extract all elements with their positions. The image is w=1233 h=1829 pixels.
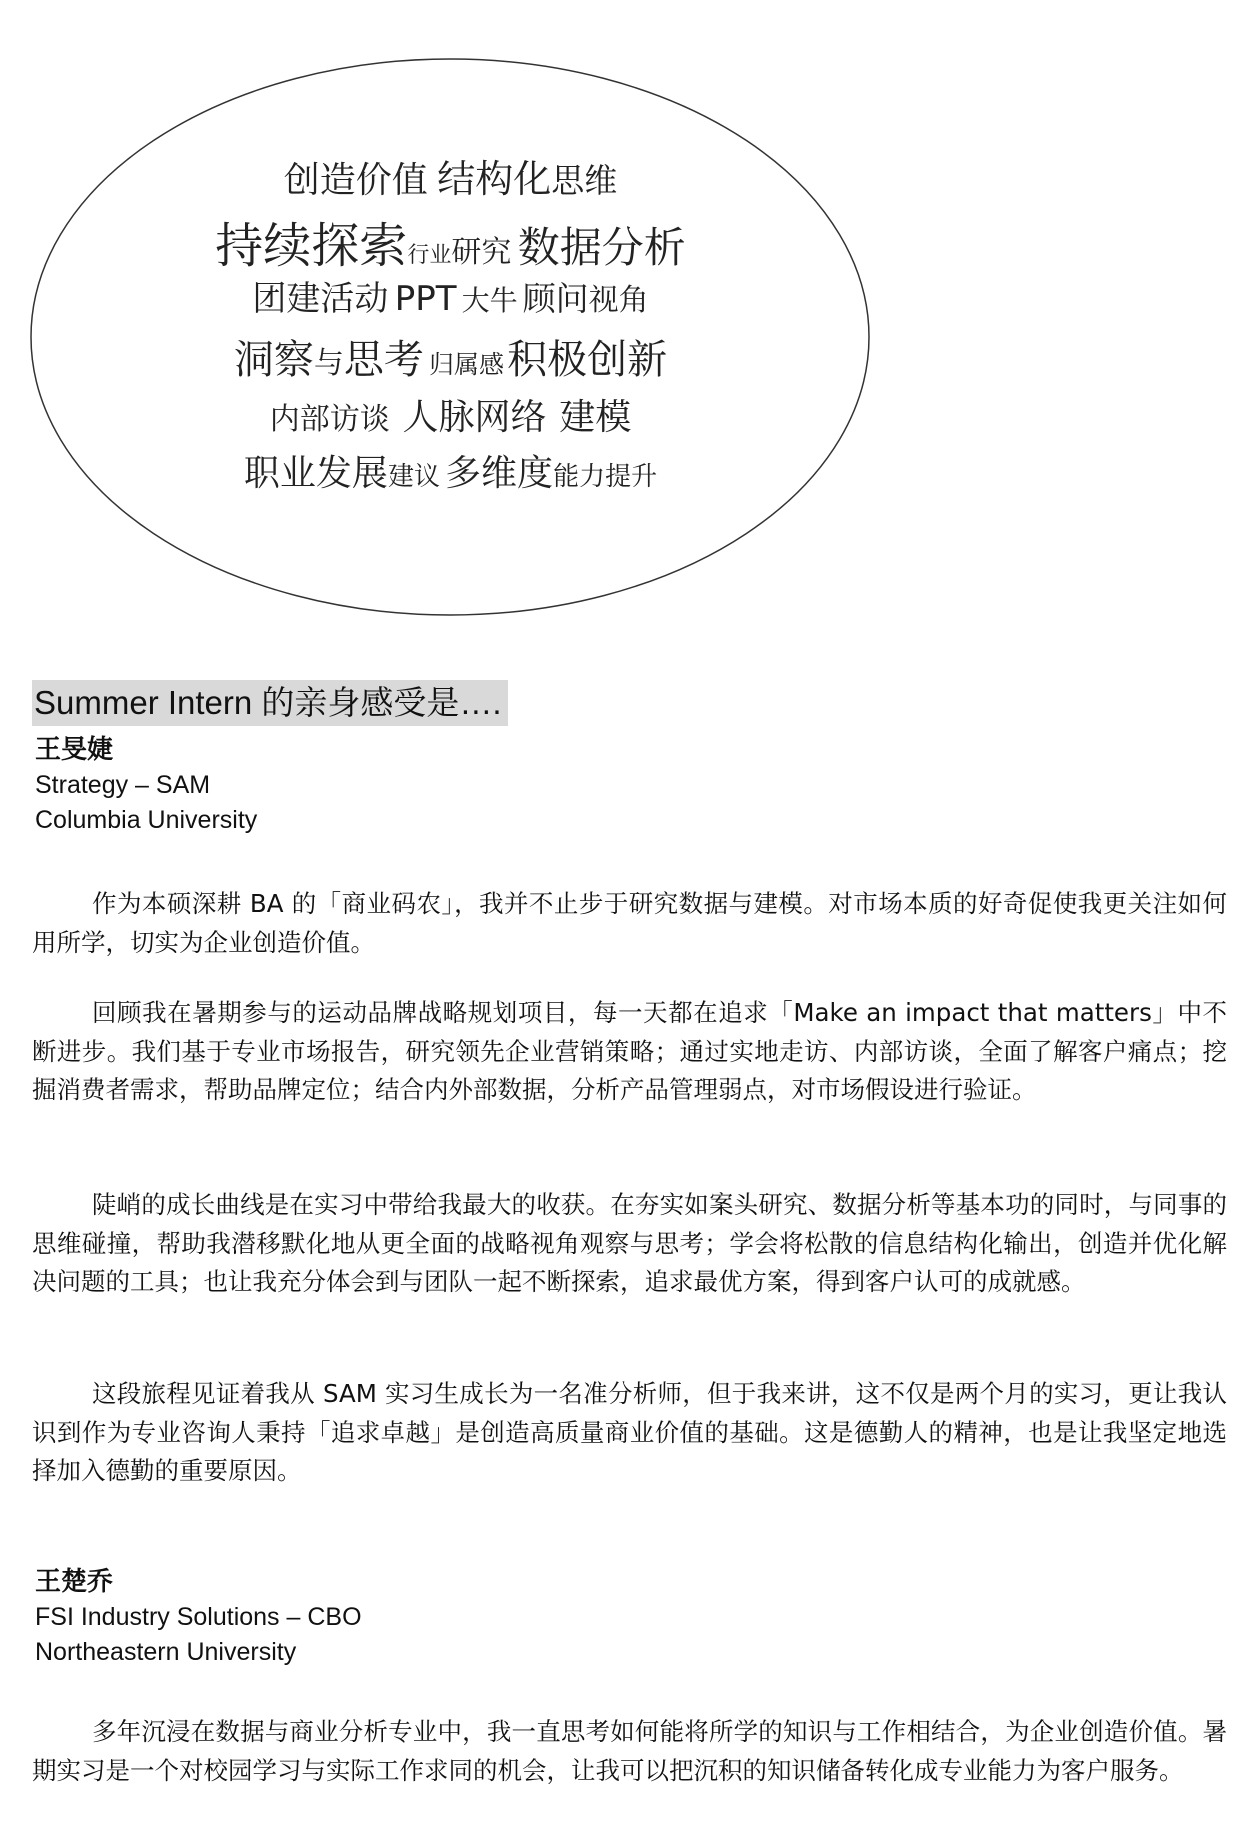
word-cloud-word: 研究 bbox=[451, 235, 512, 270]
word-cloud-word: 积极创新 bbox=[507, 337, 668, 383]
word-cloud-word: 思维 bbox=[551, 161, 618, 200]
word-cloud-word: 团建活动 bbox=[252, 279, 389, 319]
person-name: 王楚乔 bbox=[35, 1567, 114, 1597]
word-cloud-word: 与 bbox=[313, 346, 344, 381]
word-cloud-word: 行业 bbox=[407, 243, 452, 268]
word-cloud-line bbox=[28, 279, 873, 340]
person-role: FSI Industry Solutions – CBO bbox=[35, 1603, 362, 1631]
word-cloud-word: 归属感 bbox=[428, 350, 504, 379]
word-cloud-word: 顾问 bbox=[522, 279, 589, 318]
word-cloud-word: PPT bbox=[394, 279, 457, 319]
paragraph: 这段旅程见证着我从 SAM 实习生成长为一名准分析师，但于我来讲，这不仅是两个月的实习，更让我认识到作为专业咨询人秉持「追求卓越」是创造高质量商业价值的基础。这是德勤人的精神，也是让我坚定地选择加入德勤的重要原因。 bbox=[32, 1379, 1227, 1485]
word-cloud-word: 内部访谈 bbox=[269, 402, 390, 437]
word-cloud-line bbox=[28, 218, 873, 282]
section-title: Summer Intern 的亲身感受是…. bbox=[32, 680, 508, 726]
word-cloud-word: 持续探索 bbox=[215, 218, 408, 274]
word-cloud-word: 建议 bbox=[387, 462, 440, 492]
word-cloud-word: 大牛 bbox=[461, 284, 518, 317]
person-role: Strategy – SAM bbox=[35, 771, 211, 799]
word-cloud-line bbox=[28, 397, 873, 456]
word-cloud-word bbox=[390, 412, 403, 432]
word-cloud-word: 结构化 bbox=[437, 157, 552, 201]
paragraph: 多年沉浸在数据与商业分析专业中，我一直思考如何能将所学的知识与工作相结合，为企业创造价值。暑期实习是一个对校园学习与实际工作求同的机会，让我可以把沉积的知识储备转化成专业能力为客户服务。 bbox=[32, 1717, 1227, 1785]
person-name: 王旻婕 bbox=[35, 735, 114, 765]
word-cloud-word: 思考 bbox=[343, 337, 424, 383]
word-cloud-word: 建模 bbox=[559, 397, 632, 438]
paragraph: 回顾我在暑期参与的运动品牌战略规划项目，每一天都在追求「Make an impact that matters」中不断进步。我们基于专业市场报告，研究领先企业营销策略；通过实地走访、内部访谈，全面了解客户痛点；挖掘消费者需求，帮助品牌定位；结合内外部数据，分析产品管理弱点，对市场假设进行验证。 bbox=[32, 998, 1227, 1104]
word-cloud-line bbox=[28, 453, 873, 512]
person-1-header bbox=[35, 733, 257, 836]
word-cloud-word: 多维度 bbox=[445, 453, 554, 494]
word-cloud-text bbox=[28, 157, 873, 512]
paragraph: 作为本硕深耕 BA 的「商业码农」，我并不止步于研究数据与建模。对市场本质的好奇促使我更关注如何用所学，切实为企业创造价值。 bbox=[32, 889, 1227, 957]
word-cloud-line bbox=[28, 157, 873, 222]
word-cloud-word: 创造价值 bbox=[283, 160, 428, 201]
word-cloud bbox=[28, 55, 873, 620]
person-school: Columbia University bbox=[35, 806, 258, 834]
word-cloud-word: 能力提升 bbox=[553, 462, 658, 492]
word-cloud-word: 视角 bbox=[588, 283, 649, 318]
paragraph: 陡峭的成长曲线是在实习中带给我最大的收获。在夯实如案头研究、数据分析等基本功的同时，与同事的思维碰撞，帮助我潜移默化地从更全面的战略视角观察与思考；学会将松散的信息结构化输出，创造并优化解决问题的工具；也让我充分体会到与团队一起不断探索，追求最优方案，得到客户认可的成就感。 bbox=[32, 1190, 1227, 1296]
word-cloud-word: 数据分析 bbox=[517, 223, 686, 272]
word-cloud-line bbox=[28, 337, 873, 400]
word-cloud-word bbox=[547, 412, 560, 432]
person-school: Northeastern University bbox=[35, 1638, 297, 1666]
person-2-header bbox=[35, 1565, 362, 1668]
word-cloud-word bbox=[428, 168, 438, 198]
word-cloud-word: 洞察 bbox=[233, 337, 314, 383]
word-cloud-word: 职业发展 bbox=[243, 453, 388, 494]
word-cloud-word: 人脉网络 bbox=[402, 397, 547, 438]
